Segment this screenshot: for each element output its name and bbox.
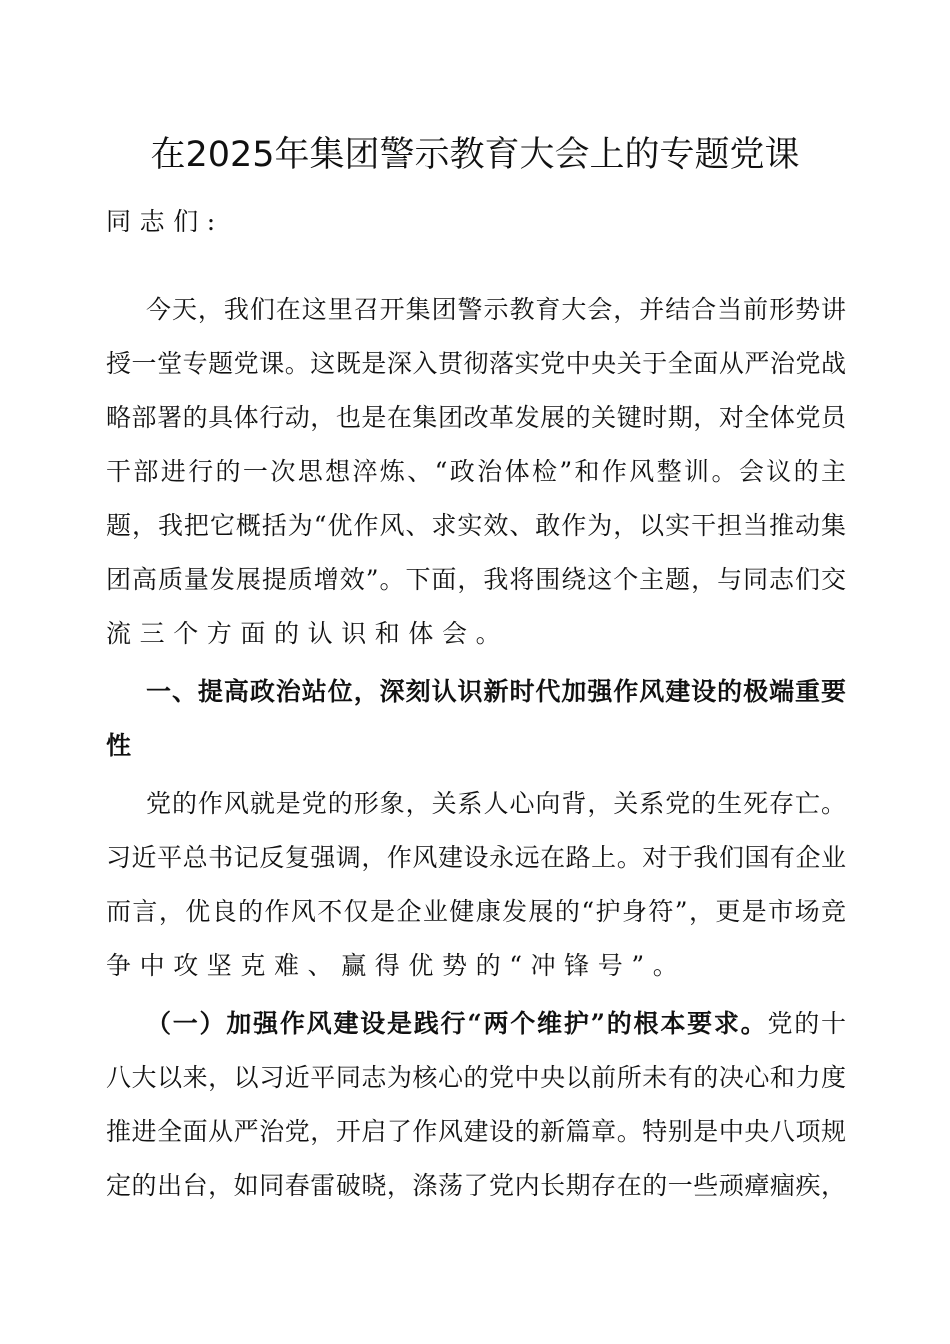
subsection-lead: （一）加强作风建设是践行“两个维护”的根本要求。 [146, 1009, 768, 1038]
intro-paragraph [106, 283, 846, 661]
text-line: 推进全面从严治党，开启了作风建设的新篇章。特别是中央八项规 [106, 1117, 846, 1146]
text-line [106, 997, 846, 1051]
document-title: 在2025年集团警示教育大会上的专题党课 [150, 135, 800, 175]
text-line: 授一堂专题党课。这既是深入贯彻落实党中央关于全面从严治党战 [106, 349, 846, 378]
heading-line: 性 [106, 731, 140, 760]
text-line: 流三个方面的认识和体会。 [106, 619, 510, 648]
text-line: 团高质量发展提质增效”。下面，我将围绕这个主题，与同志们交 [106, 565, 846, 594]
section-paragraph [106, 777, 846, 993]
section-heading [106, 665, 846, 773]
subsection-paragraph [106, 997, 846, 1213]
text-line: 八大以来，以习近平同志为核心的党中央以前所未有的决心和力度 [106, 1063, 846, 1092]
text-line: 干部进行的一次思想淬炼、“政治体检”和作风整训。会议的主 [106, 457, 846, 486]
text-line: 今天，我们在这里召开集团警示教育大会，并结合当前形势讲 [146, 295, 846, 324]
document-body [106, 195, 846, 1217]
text-line: 争中攻坚克难、赢得优势的“冲锋号”。 [106, 951, 687, 980]
text-line: 习近平总书记反复强调，作风建设永远在路上。对于我们国有企业 [106, 843, 846, 872]
greeting: 同志们: [106, 207, 224, 236]
text-line: 题，我把它概括为“优作风、求实效、敢作为，以实干担当推动集 [106, 511, 846, 540]
text-line: 而言，优良的作风不仅是企业健康发展的“护身符”，更是市场竞 [106, 897, 846, 926]
text-line: 党的作风就是党的形象，关系人心向背，关系党的生死存亡。 [146, 789, 846, 818]
text-line: 定的出台，如同春雷破晓，涤荡了党内长期存在的一些顽瘴痼疾， [106, 1171, 846, 1200]
heading-line: 一、提高政治站位，深刻认识新时代加强作风建设的极端重要 [146, 677, 846, 706]
text-line: 略部署的具体行动，也是在集团改革发展的关键时期，对全体党员 [106, 403, 846, 432]
text-run: 党的十 [767, 1009, 846, 1038]
